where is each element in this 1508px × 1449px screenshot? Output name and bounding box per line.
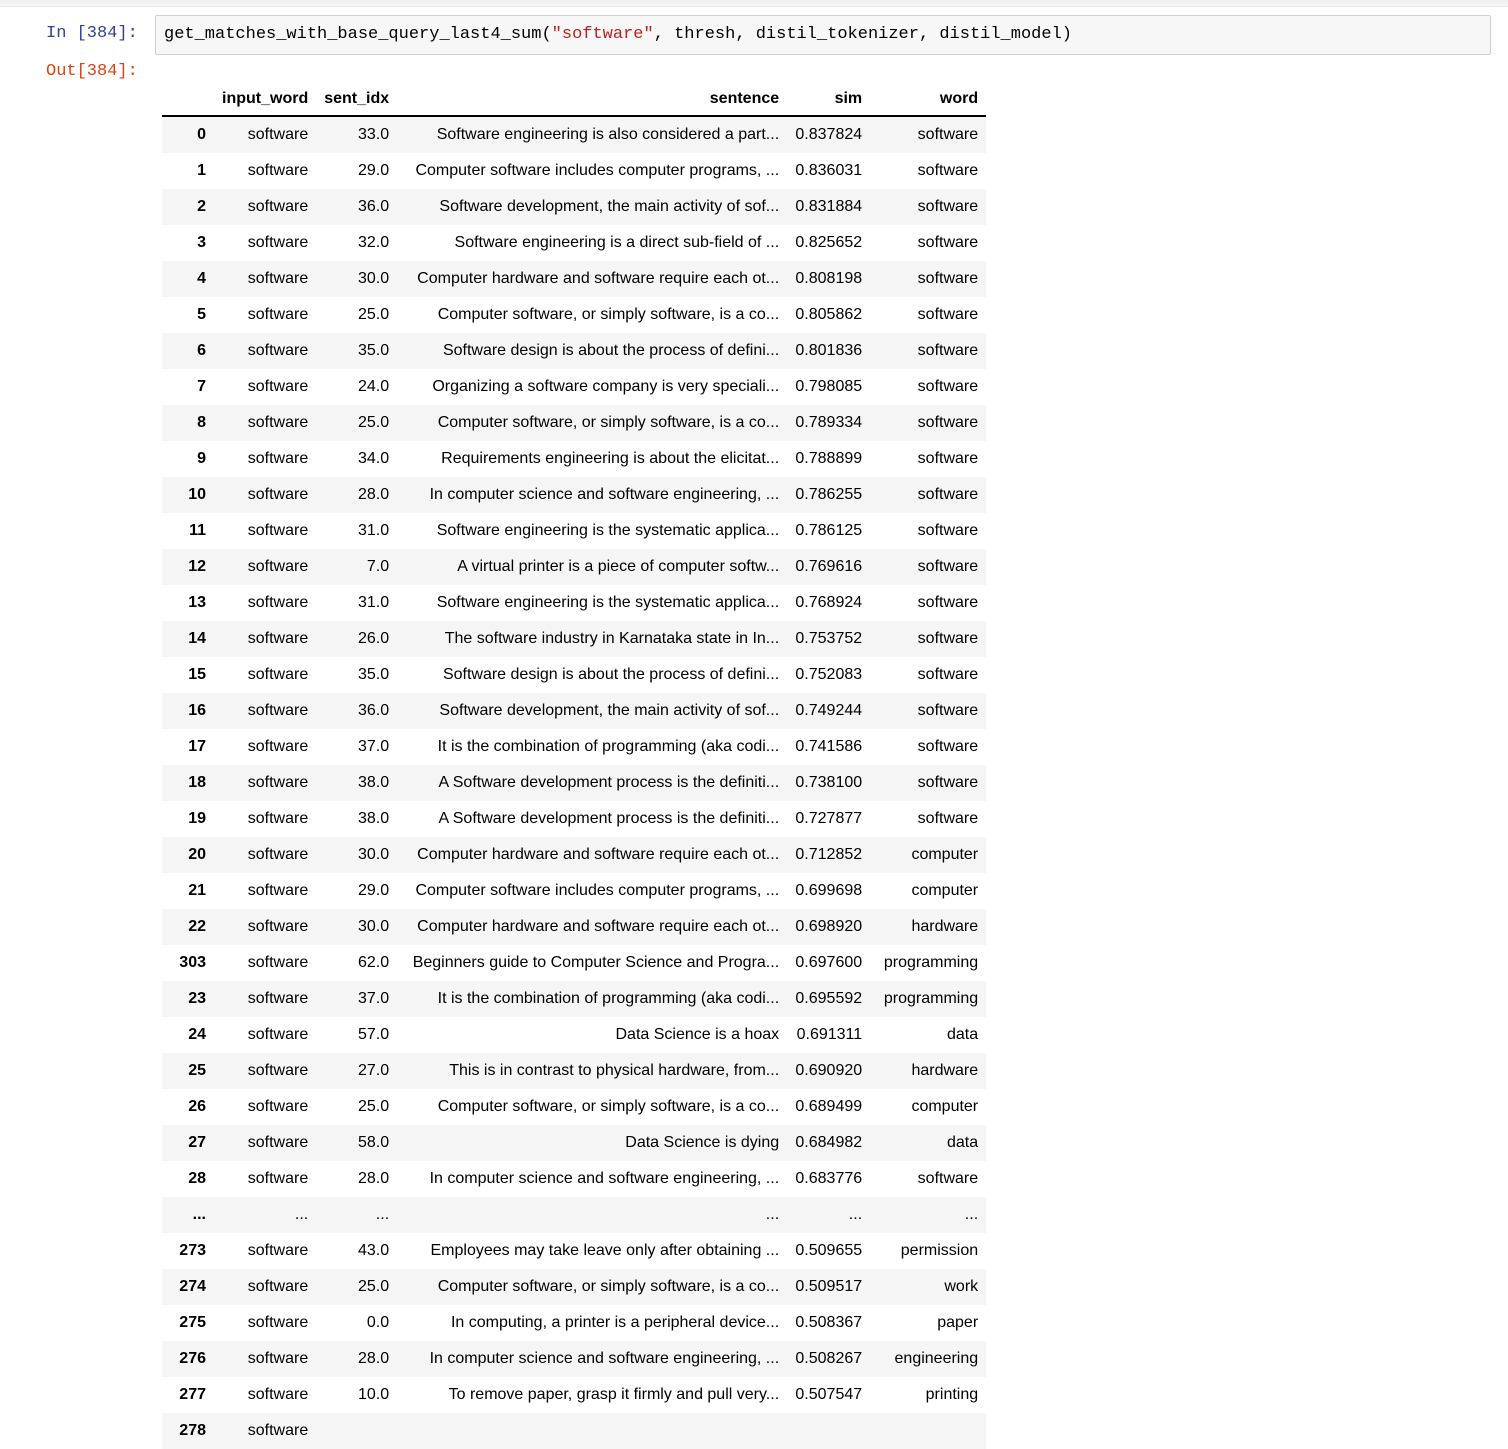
cell-word: software bbox=[917, 774, 979, 791]
row-index: 11 bbox=[189, 522, 206, 539]
cell-word: paper bbox=[937, 1314, 979, 1331]
cell-sent-idx: 62.0 bbox=[358, 954, 390, 971]
cell-sim: 0.786255 bbox=[795, 486, 863, 503]
row-index: 8 bbox=[197, 414, 206, 431]
row-index: 13 bbox=[188, 594, 206, 611]
table-header-row bbox=[162, 82, 986, 116]
cell-input-word: software bbox=[247, 1026, 309, 1043]
column-header-word: word bbox=[870, 82, 986, 116]
cell-sim: 0.786125 bbox=[795, 522, 863, 539]
cell-sim: 0.825652 bbox=[795, 234, 863, 251]
cell-sentence: ... bbox=[765, 1206, 780, 1223]
cell-sim: 0.752083 bbox=[795, 666, 863, 683]
cell-word: programming bbox=[883, 954, 979, 971]
cell-sentence: To remove paper, grasp it firmly and pull very... bbox=[448, 1386, 780, 1403]
cell-word: software bbox=[917, 594, 979, 611]
row-index: 4 bbox=[197, 270, 206, 287]
cell-sim: 0.508367 bbox=[795, 1314, 863, 1331]
row-index: 27 bbox=[188, 1134, 206, 1151]
row-index: 9 bbox=[197, 450, 206, 467]
cell-sim: 0.836031 bbox=[795, 162, 863, 179]
cell-input-word: software bbox=[247, 1386, 309, 1403]
cell-word bbox=[870, 1413, 986, 1449]
row-index: 0 bbox=[197, 126, 206, 143]
table-row bbox=[162, 441, 986, 477]
cell-sentence: Software engineering is the systematic applica... bbox=[436, 594, 780, 611]
cell-sent-idx: 10.0 bbox=[358, 1386, 390, 1403]
table-row bbox=[162, 1089, 986, 1125]
cell-word: software bbox=[917, 342, 979, 359]
cell-sent-idx: 25.0 bbox=[358, 306, 390, 323]
cell-sent-idx: 37.0 bbox=[358, 738, 390, 755]
table-row bbox=[162, 585, 986, 621]
cell-sent-idx: 38.0 bbox=[358, 810, 390, 827]
cell-sentence: Employees may take leave only after obtaining ... bbox=[430, 1242, 780, 1259]
cell-sent-idx: ... bbox=[375, 1206, 390, 1223]
table-row bbox=[162, 1053, 986, 1089]
cell-sim: 0.509517 bbox=[795, 1278, 863, 1295]
cell-sent-idx bbox=[316, 1413, 397, 1449]
cell-input-word: software bbox=[247, 594, 309, 611]
cell-input-word: software bbox=[247, 1278, 309, 1295]
cell-sim: 0.691311 bbox=[796, 1026, 863, 1043]
cell-sentence: Computer hardware and software require each ot... bbox=[417, 846, 780, 863]
cell-word: software bbox=[917, 630, 979, 647]
cell-sentence: The software industry in Karnataka state in In... bbox=[444, 630, 780, 647]
row-index: 24 bbox=[188, 1026, 206, 1043]
row-index: 3 bbox=[197, 234, 206, 251]
table-row bbox=[162, 1017, 986, 1053]
table-row bbox=[162, 765, 986, 801]
cell-sim: 0.697600 bbox=[795, 954, 863, 971]
cell-word: computer bbox=[911, 1098, 979, 1115]
cell-word: software bbox=[917, 378, 979, 395]
cell-sent-idx: 32.0 bbox=[358, 234, 390, 251]
row-index: ... bbox=[192, 1206, 206, 1223]
table-row bbox=[162, 225, 986, 261]
cell-sent-idx: 28.0 bbox=[358, 1350, 390, 1367]
cell-sent-idx: 0.0 bbox=[366, 1314, 390, 1331]
cell-input-word: software bbox=[247, 1242, 309, 1259]
row-index: 25 bbox=[188, 1062, 206, 1079]
cell-sentence: In computer science and software engineering, ... bbox=[429, 1350, 780, 1367]
cell-sentence: It is the combination of programming (aka codi... bbox=[437, 990, 780, 1007]
column-header-sentence: sentence bbox=[397, 82, 787, 116]
table-row bbox=[162, 1233, 986, 1269]
cell-input-word: software bbox=[247, 486, 309, 503]
row-index: 277 bbox=[179, 1386, 206, 1403]
cell-sim: 0.801836 bbox=[795, 342, 863, 359]
notebook-top-bar bbox=[0, 0, 1508, 7]
table-row bbox=[162, 333, 986, 369]
cell-sent-idx: 29.0 bbox=[358, 882, 390, 899]
cell-sent-idx: 36.0 bbox=[358, 198, 390, 215]
cell-sent-idx: 35.0 bbox=[358, 342, 390, 359]
cell-word: software bbox=[917, 162, 979, 179]
cell-input-word: software bbox=[247, 522, 309, 539]
row-index: 273 bbox=[179, 1242, 206, 1259]
cell-word: software bbox=[917, 234, 979, 251]
cell-sentence: Software design is about the process of defini... bbox=[442, 666, 780, 683]
cell-sent-idx: 7.0 bbox=[366, 558, 390, 575]
row-index: 19 bbox=[188, 810, 206, 827]
cell-sentence: Computer software, or simply software, is a co... bbox=[437, 1098, 780, 1115]
cell-input-word: software bbox=[247, 1062, 309, 1079]
code-function-call: get_matches_with_base_query_last4_sum( bbox=[164, 25, 552, 44]
cell-sentence: Software development, the main activity of sof... bbox=[439, 198, 780, 215]
cell-sent-idx: 25.0 bbox=[358, 414, 390, 431]
cell-input-word: software bbox=[247, 306, 309, 323]
cell-input-word: software bbox=[247, 882, 309, 899]
cell-word: software bbox=[917, 522, 979, 539]
cell-sim: 0.689499 bbox=[795, 1098, 863, 1115]
cell-sim: 0.509655 bbox=[795, 1242, 863, 1259]
cell-sim: ... bbox=[848, 1206, 863, 1223]
cell-input-word: software bbox=[247, 666, 309, 683]
row-index: 276 bbox=[179, 1350, 206, 1367]
cell-input-word: software bbox=[247, 1134, 309, 1151]
cell-sim: 0.808198 bbox=[795, 270, 863, 287]
cell-sentence: A Software development process is the definiti... bbox=[438, 774, 780, 791]
cell-input-word: software bbox=[247, 450, 309, 467]
table-row bbox=[162, 297, 986, 333]
cell-sent-idx: 30.0 bbox=[358, 846, 390, 863]
cell-sim: 0.712852 bbox=[795, 846, 863, 863]
cell-word: programming bbox=[883, 990, 979, 1007]
row-index: 10 bbox=[188, 486, 206, 503]
cell-word: hardware bbox=[911, 1062, 979, 1079]
cell-sentence: In computer science and software engineering, ... bbox=[429, 486, 780, 503]
cell-word: data bbox=[947, 1134, 979, 1151]
code-string-literal: "software" bbox=[551, 25, 654, 44]
table-body bbox=[162, 116, 986, 1449]
cell-sentence: In computer science and software engineering, ... bbox=[429, 1170, 780, 1187]
cell-input-word: software bbox=[247, 162, 309, 179]
cell-input-word: software bbox=[247, 1422, 309, 1439]
row-index: 275 bbox=[179, 1314, 206, 1331]
row-index: 1 bbox=[197, 162, 206, 179]
cell-sentence: Computer software, or simply software, is a co... bbox=[437, 414, 780, 431]
cell-sent-idx: 27.0 bbox=[358, 1062, 390, 1079]
cell-sim: 0.690920 bbox=[795, 1062, 863, 1079]
cell-sentence: It is the combination of programming (aka codi... bbox=[437, 738, 780, 755]
cell-sim: 0.738100 bbox=[795, 774, 863, 791]
code-arguments: , thresh, distil_tokenizer, distil_model) bbox=[653, 25, 1072, 44]
cell-word: software bbox=[917, 1170, 979, 1187]
table-row bbox=[162, 657, 986, 693]
cell-word: printing bbox=[925, 1386, 979, 1403]
cell-sim: 0.699698 bbox=[795, 882, 863, 899]
table-row bbox=[162, 1125, 986, 1161]
cell-sim: 0.683776 bbox=[795, 1170, 863, 1187]
cell-sentence: Data Science is dying bbox=[625, 1134, 780, 1151]
cell-sentence: Computer hardware and software require each ot... bbox=[417, 918, 780, 935]
cell-sentence: Data Science is a hoax bbox=[615, 1026, 780, 1043]
table-row bbox=[162, 189, 986, 225]
cell-sentence: Computer software, or simply software, is a co... bbox=[437, 306, 780, 323]
row-index: 2 bbox=[197, 198, 206, 215]
cell-word: software bbox=[917, 810, 979, 827]
row-index: 303 bbox=[179, 954, 206, 971]
cell-sent-idx: 34.0 bbox=[358, 450, 390, 467]
cell-input-word: software bbox=[247, 918, 309, 935]
cell-sim: 0.831884 bbox=[795, 198, 863, 215]
table-row bbox=[162, 1305, 986, 1341]
output-prompt: Out[384]: bbox=[46, 62, 138, 81]
cell-input-word: software bbox=[247, 1350, 309, 1367]
table-row bbox=[162, 801, 986, 837]
column-header-sim: sim bbox=[787, 82, 870, 116]
column-header-index bbox=[162, 82, 214, 116]
cell-sentence: In computing, a printer is a peripheral device... bbox=[450, 1314, 780, 1331]
cell-word: software bbox=[917, 126, 979, 143]
table-row bbox=[162, 1413, 986, 1449]
cell-sent-idx: 37.0 bbox=[358, 990, 390, 1007]
cell-sentence: Software engineering is a direct sub-field of ... bbox=[454, 234, 780, 251]
cell-word: ... bbox=[964, 1206, 979, 1223]
row-index: 14 bbox=[188, 630, 206, 647]
table-row bbox=[162, 873, 986, 909]
table-row bbox=[162, 405, 986, 441]
cell-sentence: Requirements engineering is about the elicitat... bbox=[441, 450, 780, 467]
cell-input-word: software bbox=[247, 198, 309, 215]
cell-input-word: software bbox=[247, 270, 309, 287]
cell-sent-idx: 25.0 bbox=[358, 1098, 390, 1115]
table-row bbox=[162, 549, 986, 585]
table-row bbox=[162, 1377, 986, 1413]
cell-sent-idx: 31.0 bbox=[358, 594, 390, 611]
row-index: 21 bbox=[188, 882, 206, 899]
table-row bbox=[162, 116, 986, 153]
cell-word: work bbox=[944, 1278, 979, 1295]
cell-word: hardware bbox=[911, 918, 979, 935]
cell-sent-idx: 25.0 bbox=[358, 1278, 390, 1295]
code-line bbox=[164, 25, 1072, 45]
cell-sent-idx: 57.0 bbox=[358, 1026, 390, 1043]
table-row bbox=[162, 837, 986, 873]
cell-sim: 0.741586 bbox=[795, 738, 863, 755]
cell-sent-idx: 38.0 bbox=[358, 774, 390, 791]
cell-word: software bbox=[917, 486, 979, 503]
cell-input-word: software bbox=[247, 630, 309, 647]
cell-sent-idx: 26.0 bbox=[358, 630, 390, 647]
row-index: 22 bbox=[188, 918, 206, 935]
cell-sentence bbox=[397, 1413, 787, 1449]
cell-input-word: software bbox=[247, 558, 309, 575]
row-index: 17 bbox=[188, 738, 206, 755]
cell-sentence: Beginners guide to Computer Science and Progra... bbox=[412, 954, 780, 971]
cell-sent-idx: 29.0 bbox=[358, 162, 390, 179]
cell-sim: 0.789334 bbox=[795, 414, 863, 431]
cell-word: software bbox=[917, 414, 979, 431]
table-row bbox=[162, 1197, 986, 1233]
row-index: 28 bbox=[188, 1170, 206, 1187]
cell-sim: 0.837824 bbox=[795, 126, 863, 143]
cell-word: engineering bbox=[894, 1350, 979, 1367]
cell-input-word: software bbox=[247, 990, 309, 1007]
cell-input-word: software bbox=[247, 1170, 309, 1187]
column-header-input-word: input_word bbox=[214, 82, 316, 116]
cell-word: computer bbox=[911, 846, 979, 863]
table-row bbox=[162, 945, 986, 981]
cell-sim: 0.788899 bbox=[795, 450, 863, 467]
cell-sentence: Computer software includes computer programs, ... bbox=[415, 882, 780, 899]
cell-sentence: This is in contrast to physical hardware, from... bbox=[449, 1062, 780, 1079]
table-row bbox=[162, 513, 986, 549]
cell-word: permission bbox=[900, 1242, 979, 1259]
cell-input-word: software bbox=[247, 378, 309, 395]
table-row bbox=[162, 729, 986, 765]
table-row bbox=[162, 261, 986, 297]
column-header-sent-idx: sent_idx bbox=[316, 82, 397, 116]
cell-input-word: software bbox=[247, 774, 309, 791]
cell-word: software bbox=[917, 450, 979, 467]
cell-input-word: ... bbox=[294, 1206, 309, 1223]
cell-sentence: A Software development process is the definiti... bbox=[438, 810, 780, 827]
cell-sentence: Software design is about the process of defini... bbox=[442, 342, 780, 359]
cell-sim: 0.508267 bbox=[795, 1350, 863, 1367]
table-row bbox=[162, 1161, 986, 1197]
cell-sentence: Software engineering is also considered a part... bbox=[436, 126, 780, 143]
cell-sim: 0.507547 bbox=[795, 1386, 863, 1403]
table-row bbox=[162, 1269, 986, 1305]
cell-sent-idx: 33.0 bbox=[358, 126, 390, 143]
cell-sim: 0.698920 bbox=[795, 918, 863, 935]
cell-sim: 0.753752 bbox=[795, 630, 863, 647]
input-prompt: In [384]: bbox=[46, 24, 138, 43]
cell-word: software bbox=[917, 198, 979, 215]
row-index: 26 bbox=[188, 1098, 206, 1115]
cell-sent-idx: 24.0 bbox=[358, 378, 390, 395]
cell-word: software bbox=[917, 558, 979, 575]
cell-sent-idx: 31.0 bbox=[358, 522, 390, 539]
cell-word: software bbox=[917, 666, 979, 683]
code-cell-editor[interactable] bbox=[155, 15, 1491, 55]
cell-input-word: software bbox=[247, 810, 309, 827]
table-row bbox=[162, 621, 986, 657]
cell-sim: 0.798085 bbox=[795, 378, 863, 395]
table-row bbox=[162, 153, 986, 189]
cell-sent-idx: 36.0 bbox=[358, 702, 390, 719]
row-index: 15 bbox=[188, 666, 206, 683]
cell-sent-idx: 30.0 bbox=[358, 270, 390, 287]
table-row bbox=[162, 693, 986, 729]
cell-input-word: software bbox=[247, 342, 309, 359]
table-row bbox=[162, 909, 986, 945]
cell-word: software bbox=[917, 738, 979, 755]
table-row bbox=[162, 369, 986, 405]
cell-input-word: software bbox=[247, 126, 309, 143]
row-index: 6 bbox=[197, 342, 206, 359]
cell-sentence: Computer software, or simply software, is a co... bbox=[437, 1278, 780, 1295]
cell-input-word: software bbox=[247, 846, 309, 863]
cell-sentence: Organizing a software company is very speciali... bbox=[432, 378, 780, 395]
cell-word: software bbox=[917, 306, 979, 323]
cell-input-word: software bbox=[247, 1314, 309, 1331]
cell-sentence: A virtual printer is a piece of computer softw... bbox=[457, 558, 780, 575]
row-index: 7 bbox=[197, 378, 206, 395]
cell-sim: 0.727877 bbox=[795, 810, 863, 827]
cell-sim bbox=[787, 1413, 870, 1449]
cell-sim: 0.768924 bbox=[795, 594, 863, 611]
cell-sentence: Software development, the main activity of sof... bbox=[439, 702, 780, 719]
cell-sent-idx: 43.0 bbox=[358, 1242, 390, 1259]
cell-sim: 0.684982 bbox=[795, 1134, 863, 1151]
cell-sentence: Computer software includes computer programs, ... bbox=[415, 162, 780, 179]
row-index: 5 bbox=[197, 306, 206, 323]
cell-sent-idx: 58.0 bbox=[358, 1134, 390, 1151]
dataframe-output bbox=[162, 82, 986, 1449]
cell-sim: 0.805862 bbox=[795, 306, 863, 323]
cell-sim: 0.749244 bbox=[795, 702, 863, 719]
cell-sentence: Software engineering is the systematic applica... bbox=[436, 522, 780, 539]
table-row bbox=[162, 1341, 986, 1377]
table-row bbox=[162, 477, 986, 513]
cell-sentence: Computer hardware and software require each ot... bbox=[417, 270, 780, 287]
table-row bbox=[162, 981, 986, 1017]
cell-sent-idx: 35.0 bbox=[358, 666, 390, 683]
row-index: 20 bbox=[188, 846, 206, 863]
cell-input-word: software bbox=[247, 1098, 309, 1115]
cell-input-word: software bbox=[247, 414, 309, 431]
cell-word: data bbox=[947, 1026, 979, 1043]
cell-sent-idx: 28.0 bbox=[358, 486, 390, 503]
cell-sim: 0.769616 bbox=[795, 558, 863, 575]
row-index: 23 bbox=[188, 990, 206, 1007]
row-index: 274 bbox=[179, 1278, 206, 1295]
cell-input-word: software bbox=[247, 234, 309, 251]
cell-word: software bbox=[917, 270, 979, 287]
cell-sent-idx: 30.0 bbox=[358, 918, 390, 935]
cell-input-word: software bbox=[247, 738, 309, 755]
row-index: 278 bbox=[179, 1422, 206, 1439]
cell-word: computer bbox=[911, 882, 979, 899]
cell-word: software bbox=[917, 702, 979, 719]
cell-sent-idx: 28.0 bbox=[358, 1170, 390, 1187]
cell-input-word: software bbox=[247, 954, 309, 971]
row-index: 16 bbox=[188, 702, 206, 719]
row-index: 12 bbox=[188, 558, 206, 575]
row-index: 18 bbox=[188, 774, 206, 791]
cell-sim: 0.695592 bbox=[795, 990, 863, 1007]
cell-input-word: software bbox=[247, 702, 309, 719]
